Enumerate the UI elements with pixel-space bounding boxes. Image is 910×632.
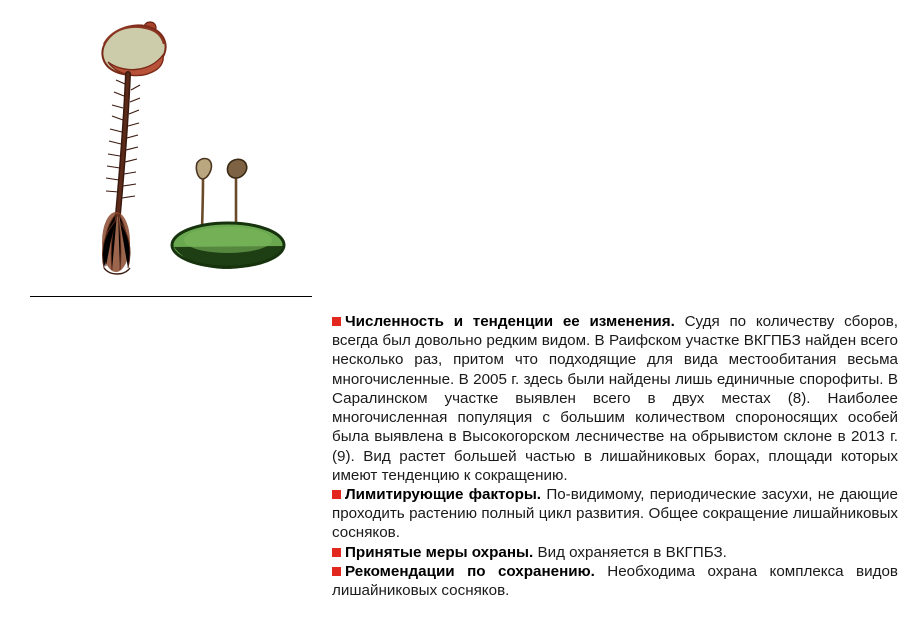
section-recommendations: [332, 562, 898, 600]
section-abundance: [332, 312, 898, 485]
section-body: По-видимому, периодические засухи, не дающие проходить растению полный цикл развития. Общее сокращение лишайниковых сосняков.: [332, 485, 898, 542]
figure-illustration: [0, 0, 330, 300]
red-square-bullet-icon: [332, 567, 341, 576]
figure-divider-rule: [30, 296, 312, 297]
section-heading: Численность и тенденции ее изменения.: [345, 313, 675, 330]
large-sporophyte-icon: [97, 19, 171, 274]
section-heading: Лимитирующие факторы.: [345, 485, 542, 503]
section-body: Необходима охрана комплекса видов лишайниковых сосняков.: [332, 562, 898, 600]
section-body: Судя по количеству сборов, всегда был довольно редким видом. В Раифском участке ВКГПБЗ найден всего несколько раз, притом что подходящие для вида местообитания весьма многочисленные. В 2005 г. здесь были найдены лишь единичные спорофиты. В Саралинском участке выявлен всего в двух местах (8). Наиболее многочисленная популяция с большим количеством спороносящих особей была выявлена в Высокогорском лесничестве на обрывистом склоне в 2013 г. (9). Вид растет большей частью в лишайниковых борах, площади которых имеют тенденцию к сокращению.: [332, 313, 899, 484]
section-protection-measures: [332, 543, 898, 562]
section-heading: Принятые меры охраны.: [345, 543, 534, 561]
section-limiting-factors: [332, 485, 898, 543]
red-square-bullet-icon: [332, 490, 341, 499]
moss-cushion-icon: [172, 159, 284, 270]
article-text-column: [332, 312, 898, 600]
red-square-bullet-icon: [332, 548, 341, 557]
section-heading: Рекомендации по сохранению.: [345, 562, 595, 580]
red-square-bullet-icon: [332, 317, 341, 326]
section-body: Вид охраняется в ВКГПБЗ.: [533, 543, 727, 561]
